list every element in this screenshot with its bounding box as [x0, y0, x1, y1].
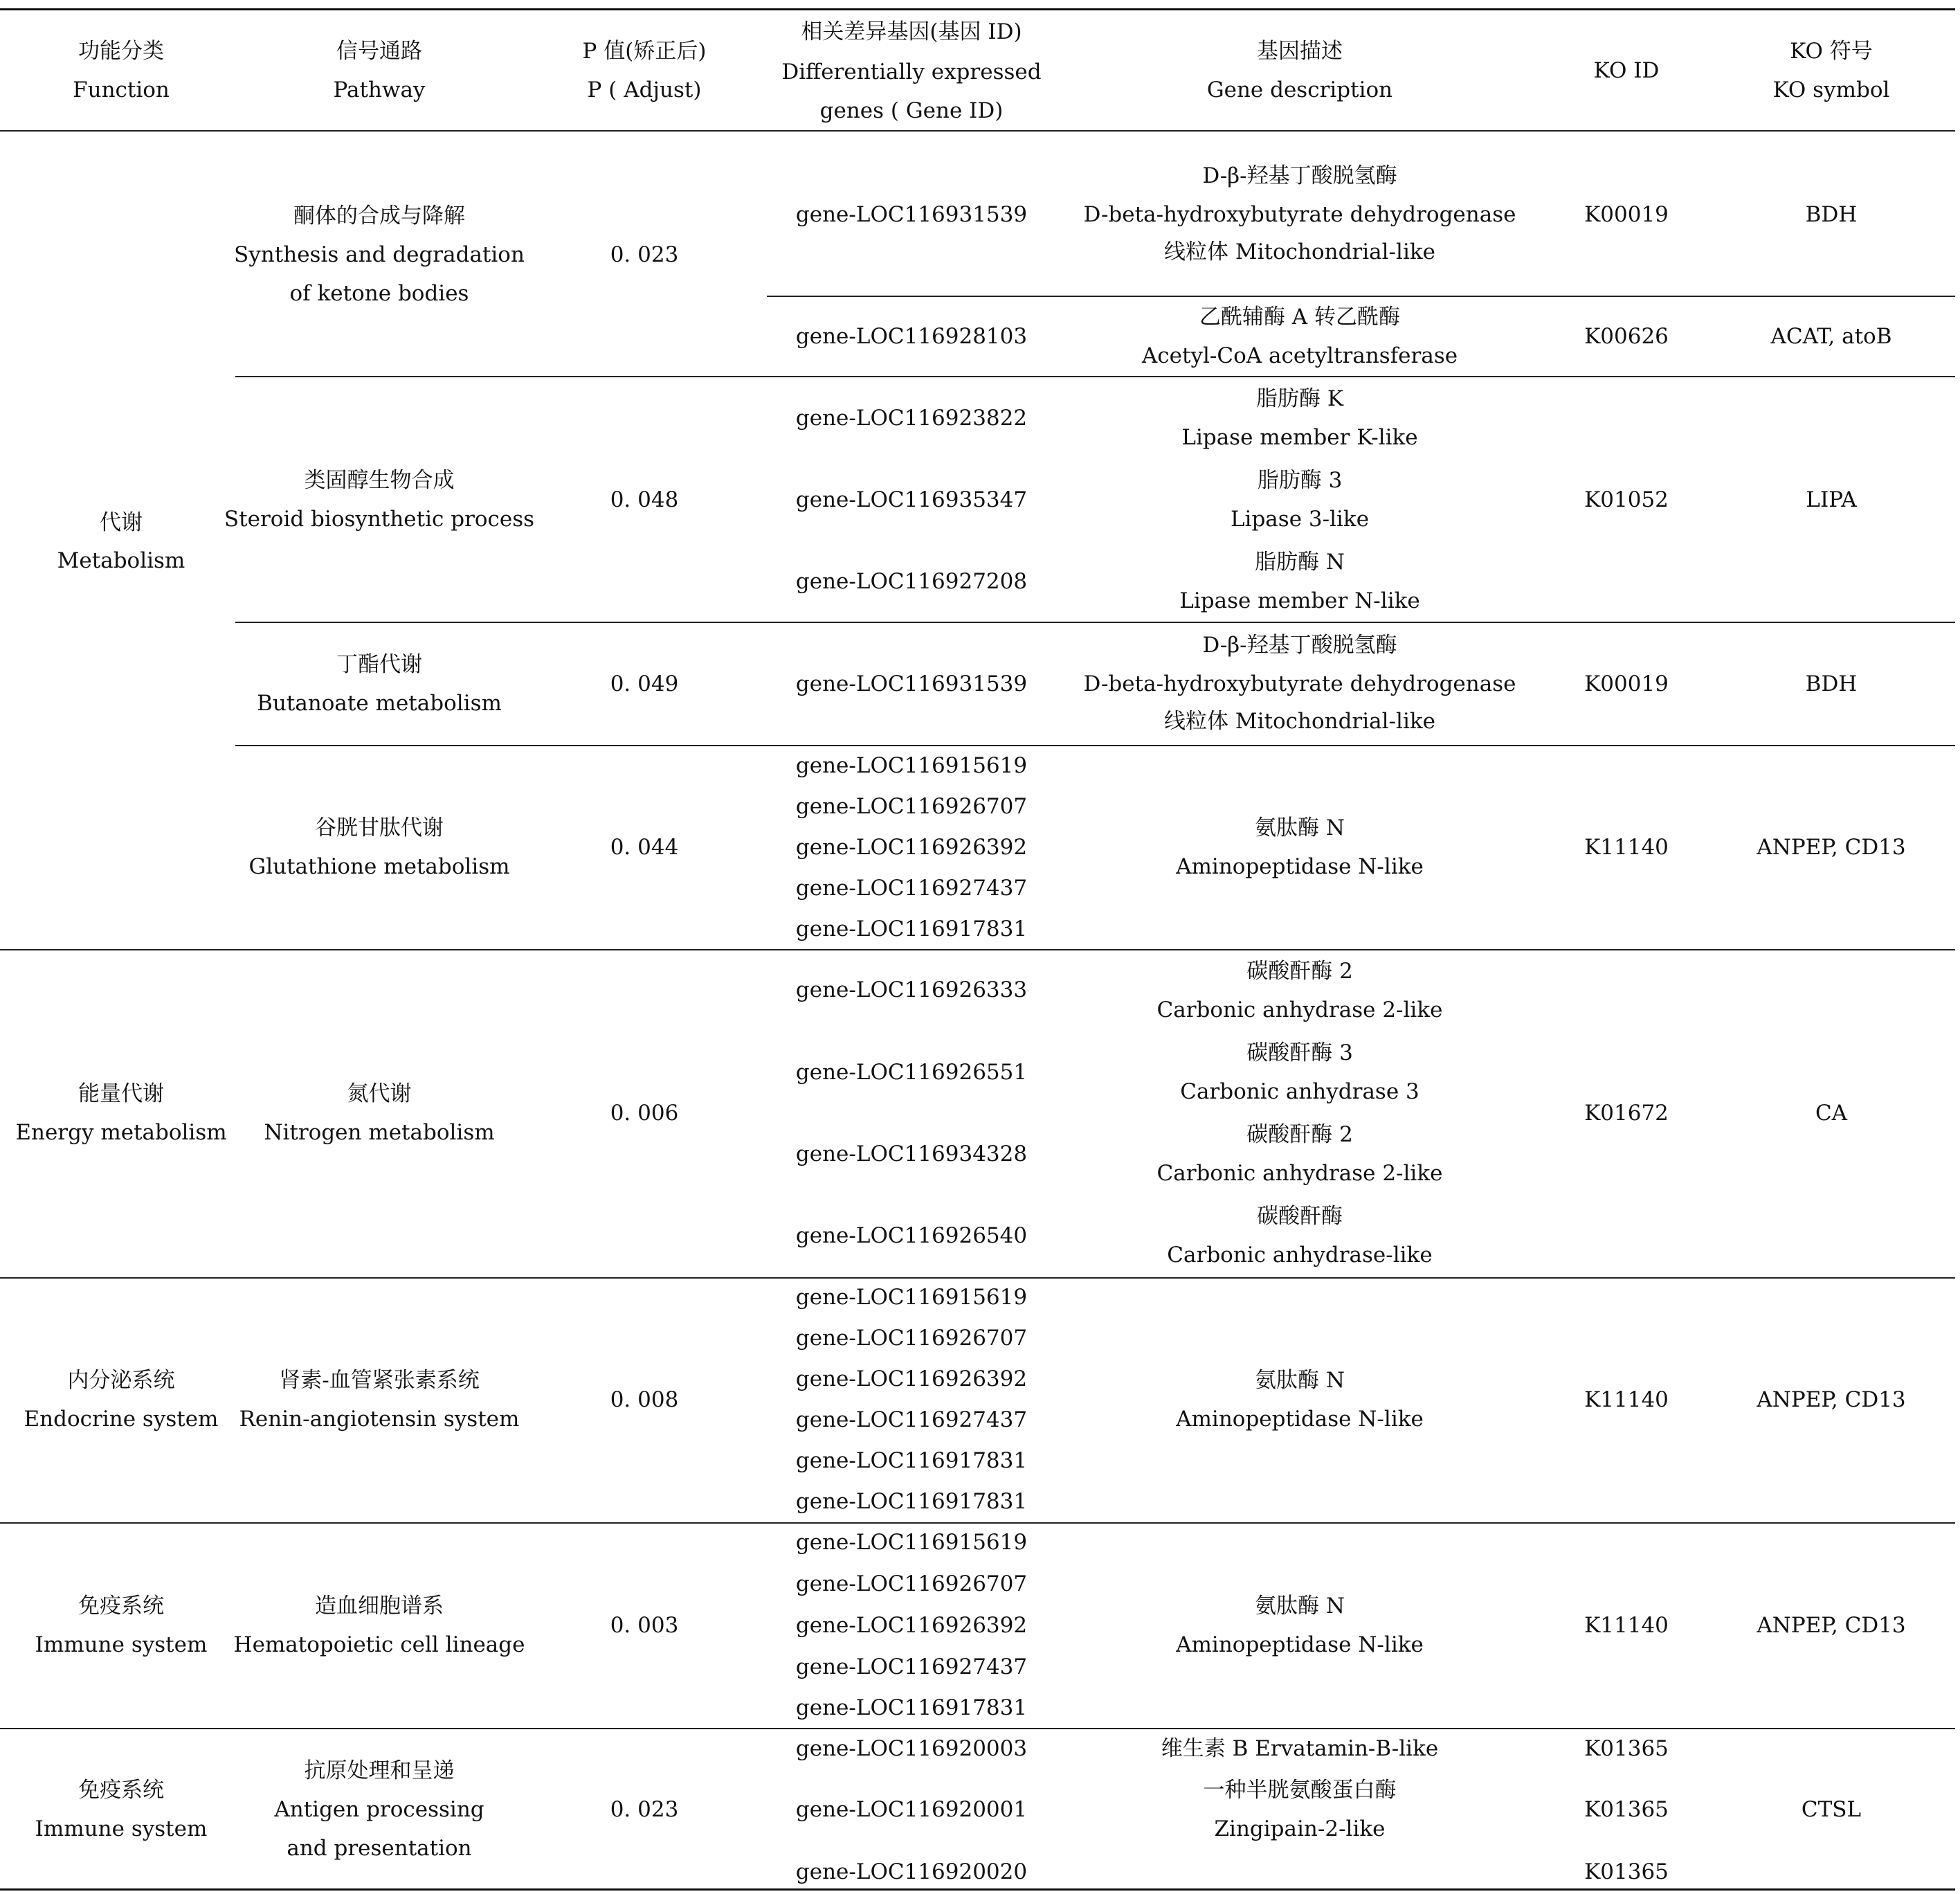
gene-id: gene-LOC116931539 — [795, 671, 1028, 696]
ko-symbol: ANPEP, CD13 — [1757, 1387, 1906, 1412]
gene-description: Aminopeptidase N-like — [1176, 854, 1424, 879]
ko-symbol: ANPEP, CD13 — [1757, 835, 1906, 860]
pathway-zh: 抗原处理和呈递 — [304, 1758, 455, 1783]
function-en: Endocrine system — [24, 1407, 219, 1432]
ko-id: K01365 — [1584, 1859, 1669, 1884]
ko-symbol: CTSL — [1801, 1797, 1862, 1822]
header-genes-en: Differentially expressed — [781, 60, 1042, 84]
bottom-rule — [0, 1888, 1955, 1891]
gene-id: gene-LOC116917831 — [795, 1489, 1028, 1514]
gene-description: Carbonic anhydrase 3 — [1180, 1079, 1419, 1104]
function-zh: 免疫系统 — [78, 1778, 164, 1803]
gene-id: gene-LOC116927208 — [795, 569, 1028, 594]
gene-id: gene-LOC116926707 — [795, 1571, 1028, 1596]
pathway-zh: 造血细胞谱系 — [315, 1594, 444, 1618]
function-zh: 能量代谢 — [78, 1081, 164, 1106]
header-ko-id: KO ID — [1593, 58, 1660, 83]
pathway-en: Butanoate metabolism — [257, 691, 502, 716]
pathway-zh: 类固醇生物合成 — [304, 468, 455, 493]
gene-id: gene-LOC116926392 — [795, 1367, 1028, 1391]
gene-id: gene-LOC116934328 — [795, 1142, 1028, 1166]
header-ko-symbol-zh: KO 符号 — [1790, 39, 1873, 64]
ko-id: K00019 — [1584, 202, 1669, 227]
gene-id: gene-LOC116920001 — [795, 1797, 1028, 1822]
gene-id: gene-LOC116927437 — [795, 1654, 1028, 1679]
header-rule — [0, 130, 1955, 132]
gene-description: 一种半胱氨酸蛋白酶 — [1203, 1778, 1397, 1803]
gene-description: Carbonic anhydrase 2-like — [1156, 1161, 1443, 1186]
ko-id: K00019 — [1584, 671, 1669, 696]
gene-id: gene-LOC116931539 — [795, 202, 1028, 227]
function-zh: 内分泌系统 — [67, 1368, 175, 1393]
gene-description: 氨肽酶 N — [1255, 1368, 1345, 1393]
gene-description: 脂肪酶 K — [1255, 386, 1344, 411]
function-en: Energy metabolism — [15, 1120, 227, 1145]
row-divider — [235, 376, 1955, 377]
gene-id: gene-LOC116928103 — [795, 324, 1028, 349]
p-value: 0. 049 — [610, 671, 679, 696]
ko-id: K01672 — [1584, 1101, 1669, 1126]
gene-description: 线粒体 Mitochondrial-like — [1164, 709, 1435, 734]
pathway-en: Renin-angiotensin system — [239, 1407, 520, 1432]
function-zh: 代谢 — [100, 510, 143, 535]
p-value: 0. 044 — [610, 835, 679, 860]
pathway-zh: 谷胱甘肽代谢 — [315, 815, 444, 840]
ko-id: K11140 — [1584, 835, 1669, 860]
pathway-en: Hematopoietic cell lineage — [233, 1632, 525, 1657]
row-divider — [235, 622, 1955, 623]
gene-description: 碳酸酐酶 2 — [1246, 1122, 1353, 1147]
gene-id: gene-LOC116926392 — [795, 1613, 1028, 1638]
header-genes-en2: genes ( Gene ID) — [819, 98, 1004, 123]
row-divider — [0, 1728, 1955, 1729]
header-pathway-en: Pathway — [333, 78, 426, 102]
gene-id: gene-LOC116915619 — [795, 1530, 1028, 1555]
p-value: 0. 008 — [610, 1387, 679, 1412]
ko-symbol: BDH — [1805, 202, 1858, 227]
ko-symbol: LIPA — [1806, 487, 1857, 512]
gene-description: 脂肪酶 N — [1255, 550, 1345, 575]
gene-description: Aminopeptidase N-like — [1176, 1407, 1424, 1432]
row-divider — [767, 296, 1955, 297]
header-desc-en: Gene description — [1206, 78, 1393, 102]
header-p-en: P ( Adjust) — [587, 78, 702, 102]
gene-id: gene-LOC116917831 — [795, 1448, 1028, 1473]
function-en: Immune system — [35, 1632, 208, 1657]
ko-id: K01052 — [1584, 487, 1669, 512]
function-en: Metabolism — [57, 548, 185, 573]
gene-description: 维生素 B Ervatamin-B-like — [1161, 1736, 1439, 1761]
p-value: 0. 023 — [610, 242, 679, 267]
gene-id: gene-LOC116917831 — [795, 917, 1028, 941]
ko-symbol: CA — [1815, 1101, 1848, 1126]
gene-description: D-beta-hydroxybutyrate dehydrogenase — [1083, 202, 1516, 227]
gene-description: 氨肽酶 N — [1255, 815, 1345, 840]
gene-description: Carbonic anhydrase 2-like — [1156, 998, 1443, 1022]
gene-id: gene-LOC116926551 — [795, 1060, 1028, 1085]
gene-id: gene-LOC116927437 — [795, 1407, 1028, 1432]
gene-description: Lipase 3-like — [1230, 507, 1370, 532]
header-function-zh: 功能分类 — [78, 39, 164, 64]
header-pathway-zh: 信号通路 — [336, 39, 422, 64]
header-p-zh: P 值(矫正后) — [582, 39, 707, 64]
header-genes-zh: 相关差异基因(基因 ID) — [801, 19, 1022, 44]
function-en: Immune system — [35, 1816, 208, 1841]
gene-id: gene-LOC116915619 — [795, 1285, 1028, 1310]
gene-description: Carbonic anhydrase-like — [1167, 1243, 1433, 1268]
p-value: 0. 006 — [610, 1101, 679, 1126]
gene-id: gene-LOC116915619 — [795, 753, 1028, 778]
gene-description: D-β-羟基丁酸脱氢酶 — [1202, 633, 1397, 658]
p-value: 0. 003 — [610, 1613, 679, 1638]
gene-id: gene-LOC116926707 — [795, 794, 1028, 819]
ko-id: K11140 — [1584, 1613, 1669, 1638]
header-ko-symbol-en: KO symbol — [1772, 78, 1890, 102]
pathway-en2: and presentation — [287, 1836, 472, 1861]
gene-id: gene-LOC116923822 — [795, 406, 1028, 431]
ko-symbol: ACAT, atoB — [1770, 324, 1892, 349]
gene-description: 线粒体 Mitochondrial-like — [1164, 240, 1435, 264]
ko-id: K01365 — [1584, 1736, 1669, 1761]
gene-id: gene-LOC116920003 — [795, 1736, 1028, 1761]
gene-description: 碳酸酐酶 3 — [1246, 1040, 1353, 1065]
row-divider — [0, 949, 1955, 950]
top-rule — [0, 8, 1955, 10]
header-desc-zh: 基因描述 — [1257, 39, 1343, 64]
pathway-zh: 肾素-血管紧张素系统 — [279, 1368, 480, 1393]
gene-description: Lipase member N-like — [1179, 588, 1420, 613]
gene-description: Acetyl-CoA acetyltransferase — [1141, 343, 1458, 368]
gene-id: gene-LOC116920020 — [795, 1859, 1028, 1884]
pathway-zh: 酮体的合成与降解 — [293, 204, 465, 228]
gene-description: 碳酸酐酶 2 — [1246, 959, 1353, 984]
ko-id: K11140 — [1584, 1387, 1669, 1412]
pathway-zh: 氮代谢 — [347, 1081, 412, 1106]
gene-id: gene-LOC116935347 — [795, 487, 1028, 512]
ko-symbol: BDH — [1805, 671, 1858, 696]
gene-description: D-β-羟基丁酸脱氢酶 — [1202, 163, 1397, 188]
pathway-en: Synthesis and degradation — [234, 242, 525, 267]
header-function-en: Function — [73, 78, 170, 102]
row-divider — [235, 745, 1955, 746]
row-divider — [0, 1277, 1955, 1279]
ko-symbol: ANPEP, CD13 — [1757, 1613, 1906, 1638]
gene-description: Aminopeptidase N-like — [1176, 1632, 1424, 1657]
ko-id: K01365 — [1584, 1797, 1669, 1822]
pathway-en2: of ketone bodies — [289, 281, 469, 306]
gene-id: gene-LOC116926540 — [795, 1223, 1028, 1248]
function-zh: 免疫系统 — [78, 1594, 164, 1618]
p-value: 0. 048 — [610, 487, 679, 512]
gene-description: 脂肪酶 3 — [1257, 468, 1343, 493]
gene-description: 氨肽酶 N — [1255, 1594, 1345, 1618]
pathway-en: Antigen processing — [274, 1797, 484, 1822]
gene-description: Zingipain-2-like — [1214, 1816, 1386, 1841]
gene-id: gene-LOC116926392 — [795, 835, 1028, 860]
gene-id: gene-LOC116927437 — [795, 876, 1028, 901]
gene-id: gene-LOC116926333 — [795, 977, 1028, 1002]
pathway-en: Nitrogen metabolism — [264, 1120, 495, 1145]
gene-description: Lipase member K-like — [1181, 425, 1418, 450]
row-divider — [0, 1522, 1955, 1524]
pathway-zh: 丁酯代谢 — [336, 652, 422, 677]
p-value: 0. 023 — [610, 1797, 679, 1822]
ko-id: K00626 — [1584, 324, 1669, 349]
gene-id: gene-LOC116926707 — [795, 1326, 1028, 1351]
gene-description: D-beta-hydroxybutyrate dehydrogenase — [1083, 671, 1516, 696]
gene-id: gene-LOC116917831 — [795, 1695, 1028, 1720]
gene-description: 乙酰辅酶 A 转乙酰酶 — [1199, 305, 1401, 330]
pathway-en: Steroid biosynthetic process — [224, 507, 535, 532]
gene-description: 碳酸酐酶 — [1257, 1204, 1343, 1229]
pathway-en: Glutathione metabolism — [248, 854, 510, 879]
